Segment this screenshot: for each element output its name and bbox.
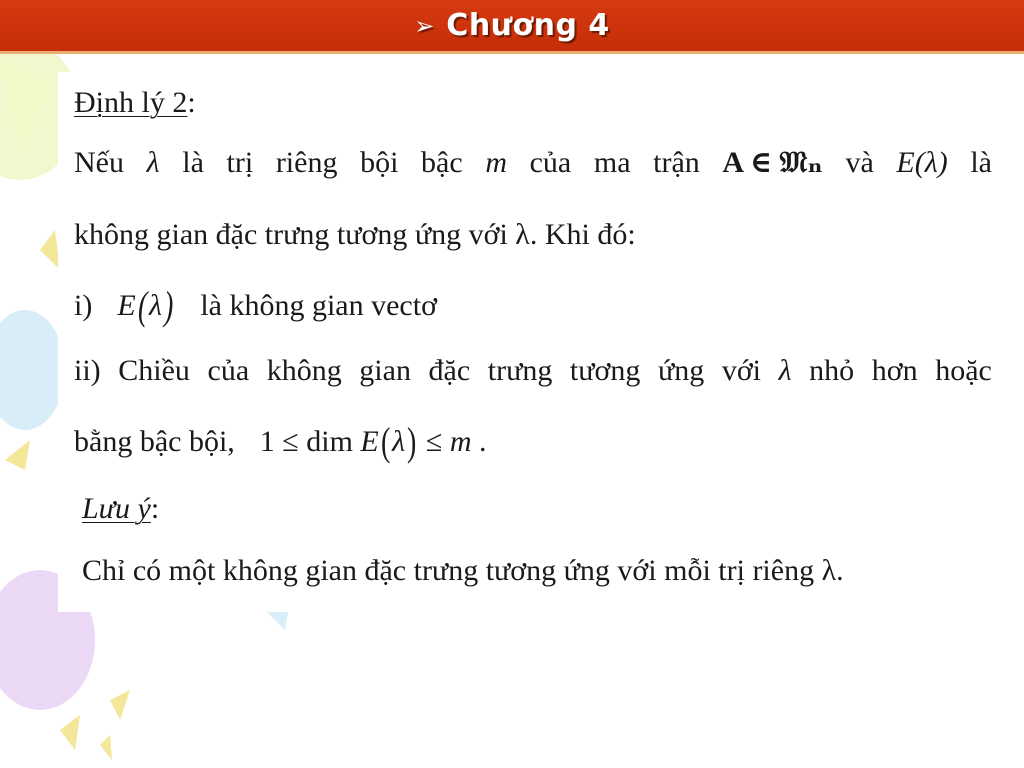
math-m: m (485, 146, 507, 179)
slide-header (0, 0, 1024, 54)
word: ii) (74, 354, 101, 387)
theorem-heading-label: Định lý 2 (74, 86, 188, 119)
theorem-item-1 (74, 283, 437, 328)
word: Nếu (74, 146, 124, 179)
note-heading-colon: : (150, 492, 160, 525)
note-text: Chỉ có một không gian đặc trưng tương ứng với mỗi trị riêng λ. (82, 554, 844, 587)
item-1-prefix: i) (74, 289, 93, 322)
slide-title: Chương 4 (446, 8, 610, 43)
math-eigenspace: E(λ) (117, 283, 174, 328)
word: của (529, 146, 572, 179)
content-panel (58, 72, 1006, 612)
theorem-item-2-line-1 (74, 356, 992, 386)
word: đặc (428, 354, 471, 387)
word: ứng (657, 354, 705, 387)
word: bội (360, 146, 399, 179)
word: hơn (871, 354, 918, 387)
math-matrix-membership: A ∈ 𝔐ₙ (722, 146, 823, 179)
theorem-line-1 (74, 148, 992, 178)
word: và (845, 146, 874, 179)
word: là (182, 146, 204, 179)
arrow-bullet-icon: ➢ (414, 11, 435, 40)
item-1-text: là không gian vectơ (200, 289, 437, 322)
word: của (207, 354, 250, 387)
word: tương (569, 354, 641, 387)
note-heading (82, 494, 159, 524)
note-heading-label: Lưu ý (82, 492, 151, 525)
word: riêng (275, 146, 338, 179)
word: trị (226, 146, 254, 179)
word: trưng (487, 354, 553, 387)
item-2-line-2-text: bằng bậc bội, (74, 425, 235, 458)
word: không (266, 354, 342, 387)
word: trận (653, 146, 700, 179)
math-lambda: λ (778, 354, 792, 387)
word: với (721, 354, 762, 387)
word: nhỏ (809, 354, 855, 387)
theorem-line-2: không gian đặc trưng tương ứng với λ. Khi đó: (74, 218, 636, 251)
word: gian (359, 354, 411, 387)
header-inner (414, 8, 610, 43)
item-2-period: . (479, 425, 487, 458)
theorem-heading (74, 88, 196, 118)
math-eigenspace: E(λ) (896, 146, 948, 179)
theorem-heading-colon: : (187, 86, 196, 119)
theorem-item-2-line-2 (74, 419, 487, 464)
math-lambda: λ (146, 146, 160, 179)
math-dimension-inequality: 1 ≤ dim E(λ) ≤ m (259, 419, 472, 464)
word: Chiều (118, 354, 190, 387)
word: là (970, 146, 992, 179)
word: bậc (421, 146, 463, 179)
word: hoặc (935, 354, 992, 387)
word: ma (593, 146, 631, 179)
